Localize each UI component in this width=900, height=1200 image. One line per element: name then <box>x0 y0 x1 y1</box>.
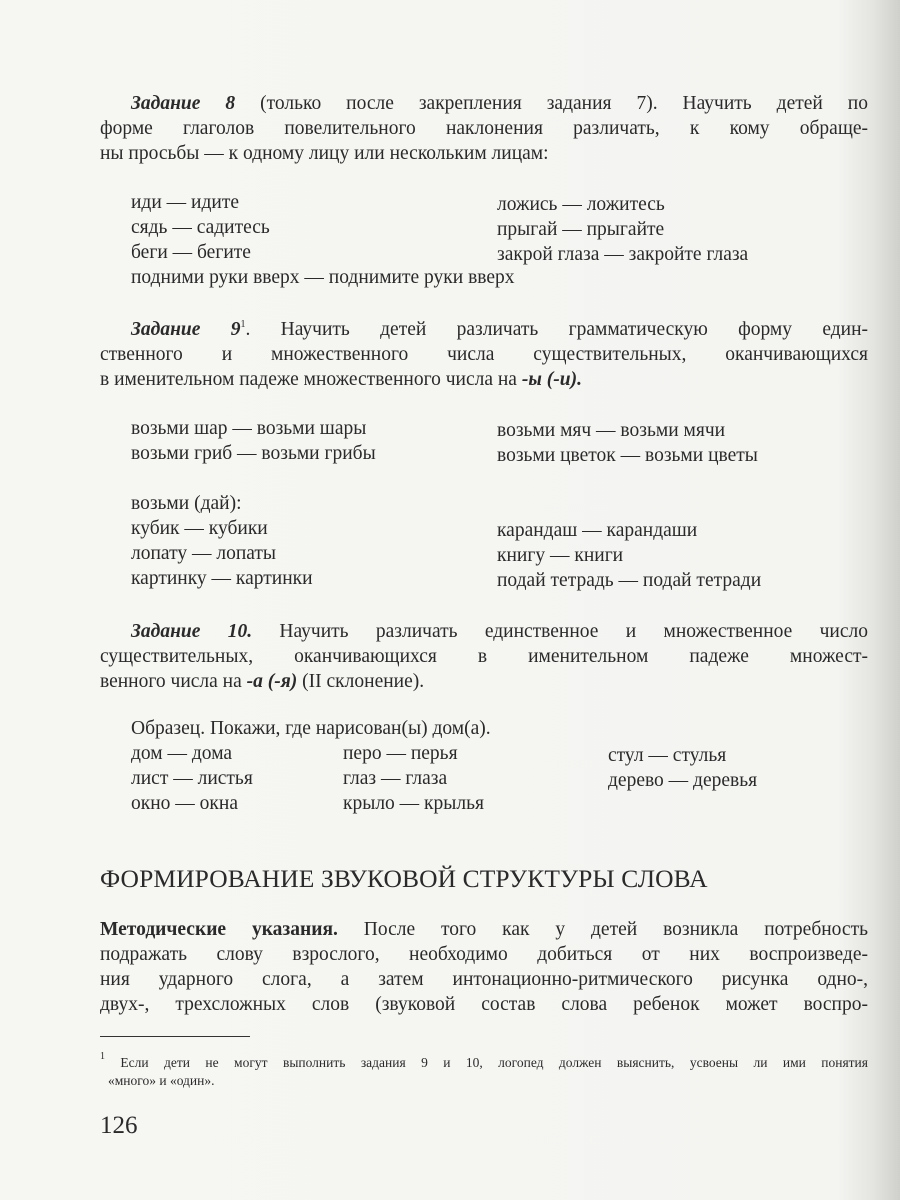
word-pair: возьми гриб — возьми грибы <box>131 443 376 464</box>
task-8-left-column <box>131 190 515 290</box>
task-8-paragraph <box>100 91 868 166</box>
word-pair: окно — окна <box>131 793 238 814</box>
methodical-paragraph <box>100 917 868 1017</box>
task-10-column-3 <box>608 743 757 793</box>
word-pair: крыло — крылья <box>343 793 484 814</box>
task-9-paragraph <box>100 317 868 392</box>
task-9-line-1: Задание $9^1$. Научить детей различать грамматическую форму един- <box>131 319 869 340</box>
task-8-right-column <box>497 192 748 267</box>
footnote: $^1$ Если дети не могут выполнить задания 9 и 10, логопед должен выяснить, усвоены ли ими понятия «много» и «один». <box>100 1051 868 1088</box>
methodical-line-3: ния ударного слога, а затем интонационно-ритмического рисунка одно-, <box>100 969 868 990</box>
methodical-line-1: Методические указания. После того как у детей возникла потребность <box>100 919 868 940</box>
methodical-line-4: двух-, трехсложных слов (звуковой состав слова ребенок может воспро- <box>100 994 868 1015</box>
word-pair: книгу — книги <box>497 545 624 566</box>
word-pair: глаз — глаза <box>343 768 448 789</box>
word-pair: беги — бегите <box>131 242 251 263</box>
task-8-line-2: форме глаголов повелительного наклонения различать, к кому обраще- <box>100 118 868 139</box>
word-pair: кубик — кубики <box>131 518 268 539</box>
task-10-sample: Образец. Покажи, где нарисован(ы) дом(а). <box>131 718 491 739</box>
footnote-ref: 1 <box>240 319 246 330</box>
instruction: возьми (дай): <box>131 493 242 514</box>
task-8-line-1: Задание 8 (только после закрепления задания 7). Научить детей по <box>131 93 868 114</box>
word-pair: перо — перья <box>343 743 458 764</box>
task-8-line-3: ны просьбы — к одному лицу или нескольким лицам: <box>100 143 549 164</box>
word-pair: закрой глаза — закройте глаза <box>497 244 749 265</box>
word-pair: ложись — ложитесь <box>497 194 665 215</box>
task-10-line-1: Задание 10. Научить различать единственное и множественное число <box>131 621 868 642</box>
word-pair: подними руки вверх — поднимите руки вверх <box>131 267 515 288</box>
ending: -ы (-и). <box>521 369 582 390</box>
page-number: 126 <box>100 1112 138 1139</box>
word-pair: стул — стулья <box>608 745 727 766</box>
task-10-lead: Задание 10. <box>131 621 253 642</box>
ending: -а (-я) <box>246 671 298 692</box>
task-10-column-1 <box>131 741 253 816</box>
task-9-line-3: в именительном падеже множественного числа на -ы (-и). <box>100 369 582 390</box>
word-pair: карандаш — карандаши <box>497 520 698 541</box>
word-pair: иди — идите <box>131 192 240 213</box>
methodical-line-2: подражать слову взрослого, необходимо добиться от них воспроизведе- <box>100 944 868 965</box>
word-pair: возьми мяч — возьми мячи <box>497 420 726 441</box>
word-pair: подай тетрадь — подай тетради <box>497 570 762 591</box>
task-10-column-2 <box>343 741 484 816</box>
task-9-line-2: ственного и множественного числа существительных, оканчивающихся <box>100 344 868 365</box>
word-pair: дом — дома <box>131 743 233 764</box>
task-10-line-3: венного числа на -а (-я) (II склонение). <box>100 671 425 692</box>
footnote-divider <box>100 1036 250 1037</box>
task-10-line-2: существительных, оканчивающихся в именительном падеже множест- <box>100 646 868 667</box>
word-pair: прыгай — прыгайте <box>497 219 665 240</box>
section-heading: ФОРМИРОВАНИЕ ЗВУКОВОЙ СТРУКТУРЫ СЛОВА <box>100 864 708 893</box>
word-pair: лопату — лопаты <box>131 543 277 564</box>
footnote-mark: 1 <box>100 1051 105 1062</box>
methodical-lead: Методические указания. <box>100 919 338 940</box>
task-9-left-column <box>131 416 376 591</box>
word-pair: возьми шар — возьми шары <box>131 418 367 439</box>
task-8-lead: Задание 8 <box>131 93 236 114</box>
task-10-paragraph <box>100 619 868 694</box>
task-9-right-column-2 <box>497 518 761 593</box>
footnote-line-2: «много» и «один». <box>108 1073 215 1088</box>
word-pair: возьми цветок — возьми цветы <box>497 445 758 466</box>
word-pair: сядь — садитесь <box>131 217 270 238</box>
task-9-lead: Задание 9 <box>131 319 241 340</box>
word-pair: картинку — картинки <box>131 568 313 589</box>
word-pair: дерево — деревья <box>608 770 758 791</box>
task-9-right-column <box>497 418 758 468</box>
word-pair: лист — листья <box>131 768 253 789</box>
